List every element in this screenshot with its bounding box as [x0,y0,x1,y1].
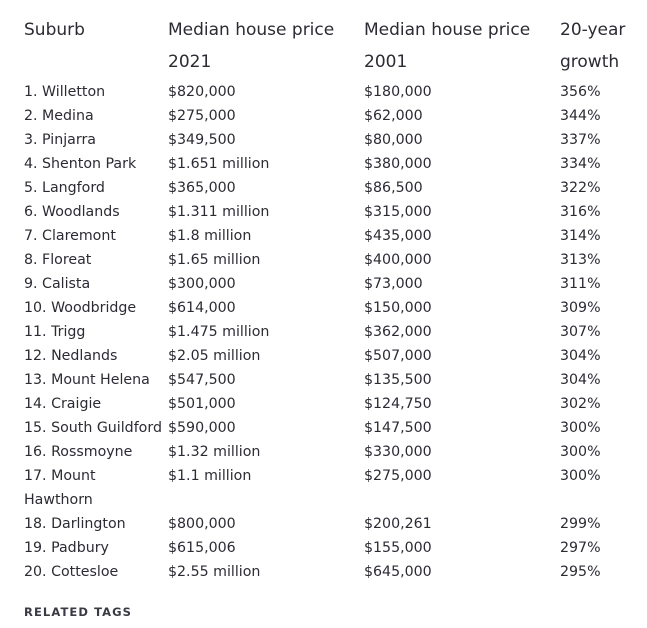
header-row [24,14,634,80]
table-row [24,512,634,536]
suburb-price-table [24,14,634,584]
growth-cell: 344% [560,108,601,124]
table-row [24,416,634,440]
table-row [24,200,634,224]
growth-cell: 304% [560,372,601,388]
growth-cell: 311% [560,276,601,292]
price-2001-cell: $645,000 [364,564,432,580]
price-2021-cell: $590,000 [168,420,236,436]
table-row [24,80,634,104]
suburb-cell: 2. Medina [24,108,94,124]
price-2001-cell: $180,000 [364,84,432,100]
table-row [24,464,634,512]
price-2021-cell: $275,000 [168,108,236,124]
suburb-cell: 12. Nedlands [24,348,118,364]
price-2001-cell: $507,000 [364,348,432,364]
table-row [24,536,634,560]
price-2001-cell: $80,000 [364,132,423,148]
price-2001-cell: $62,000 [364,108,423,124]
suburb-cell: 18. Darlington [24,516,126,532]
price-2001-cell: $200,261 [364,516,432,532]
price-2021-cell: $2.05 million [168,348,261,364]
table-row [24,368,634,392]
price-2021-cell: $2.55 million [168,564,261,580]
price-2001-cell: $73,000 [364,276,423,292]
price-2001-cell: $86,500 [364,180,423,196]
header-price-2021: Median house price 2021 [168,20,335,72]
price-2001-cell: $380,000 [364,156,432,172]
growth-cell: 295% [560,564,601,580]
price-2001-cell: $124,750 [364,396,432,412]
price-2001-cell: $155,000 [364,540,432,556]
price-2001-cell: $315,000 [364,204,432,220]
price-2021-cell: $800,000 [168,516,236,532]
table-row [24,560,634,584]
growth-cell: 300% [560,420,601,436]
price-2001-cell: $135,500 [364,372,432,388]
growth-cell: 334% [560,156,601,172]
price-2001-cell: $400,000 [364,252,432,268]
table-row [24,128,634,152]
price-2021-cell: $1.651 million [168,156,270,172]
growth-cell: 322% [560,180,601,196]
growth-cell: 314% [560,228,601,244]
price-2021-cell: $1.311 million [168,204,270,220]
table-row [24,176,634,200]
suburb-cell: 15. South Guildford [24,420,162,436]
suburb-cell: 19. Padbury [24,540,109,556]
price-2021-cell: $1.32 million [168,444,261,460]
price-2021-cell: $820,000 [168,84,236,100]
price-2021-cell: $547,500 [168,372,236,388]
suburb-cell: 8. Floreat [24,252,92,268]
suburb-cell: 3. Pinjarra [24,132,96,148]
growth-cell: 304% [560,348,601,364]
growth-cell: 302% [560,396,601,412]
price-2021-cell: $365,000 [168,180,236,196]
price-2021-cell: $300,000 [168,276,236,292]
table-row [24,344,634,368]
price-2021-cell: $615,006 [168,540,236,556]
price-2021-cell: $1.65 million [168,252,261,268]
price-2001-cell: $150,000 [364,300,432,316]
table-row [24,272,634,296]
suburb-cell: 14. Craigie [24,396,102,412]
header-growth: 20-year growth [560,20,626,72]
table-row [24,224,634,248]
suburb-cell: 9. Calista [24,276,91,292]
suburb-cell: 11. Trigg [24,324,86,340]
table-row [24,248,634,272]
header-suburb: Suburb [24,20,85,40]
price-2021-cell: $1.475 million [168,324,270,340]
price-table-container [24,14,634,584]
table-body [24,80,634,584]
price-2021-cell: $1.8 million [168,228,252,244]
price-2001-cell: $362,000 [364,324,432,340]
growth-cell: 297% [560,540,601,556]
growth-cell: 356% [560,84,601,100]
suburb-cell: 4. Shenton Park [24,156,137,172]
table-row [24,152,634,176]
header-price-2001: Median house price 2001 [364,20,531,72]
growth-cell: 337% [560,132,601,148]
price-2021-cell: $501,000 [168,396,236,412]
suburb-cell: 7. Claremont [24,228,116,244]
suburb-cell: 13. Mount Helena [24,372,150,388]
suburb-cell: 5. Langford [24,180,105,196]
table-row [24,296,634,320]
growth-cell: 316% [560,204,601,220]
table-row [24,440,634,464]
table-row [24,392,634,416]
suburb-cell: 17. Mount Hawthorn [24,468,96,508]
growth-cell: 313% [560,252,601,268]
growth-cell: 300% [560,468,601,484]
table-row [24,104,634,128]
price-2001-cell: $147,500 [364,420,432,436]
suburb-cell: 16. Rossmoyne [24,444,133,460]
table-row [24,320,634,344]
suburb-cell: 10. Woodbridge [24,300,137,316]
price-2021-cell: $1.1 million [168,468,252,484]
price-2021-cell: $614,000 [168,300,236,316]
price-2021-cell: $349,500 [168,132,236,148]
suburb-cell: 6. Woodlands [24,204,120,220]
related-tags-heading: RELATED TAGS [24,605,133,619]
suburb-cell: 1. Willetton [24,84,106,100]
suburb-cell: 20. Cottesloe [24,564,119,580]
growth-cell: 299% [560,516,601,532]
growth-cell: 307% [560,324,601,340]
growth-cell: 300% [560,444,601,460]
growth-cell: 309% [560,300,601,316]
price-2001-cell: $435,000 [364,228,432,244]
price-2001-cell: $275,000 [364,468,432,484]
table-header [24,14,634,80]
price-2001-cell: $330,000 [364,444,432,460]
